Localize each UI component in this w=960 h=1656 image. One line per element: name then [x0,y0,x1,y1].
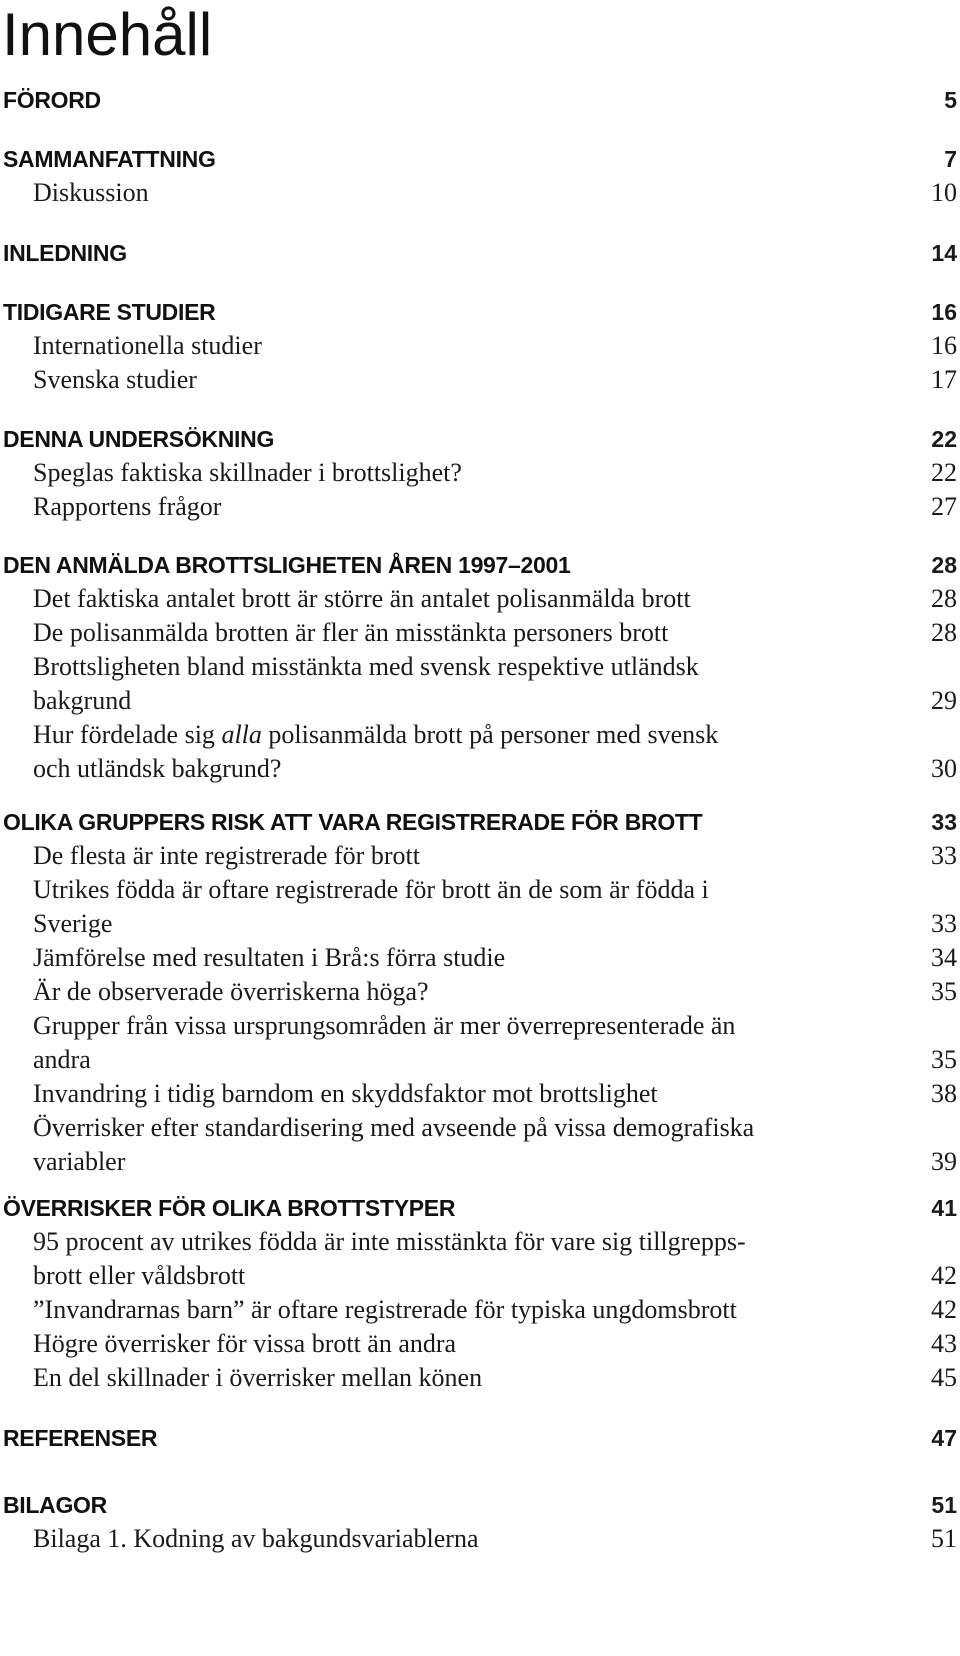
section-title: INLEDNING [3,240,127,266]
section-title: REFERENSER [3,1425,158,1451]
subsection-title: Diskussion [33,178,149,207]
subsection-title: Svenska studier [33,365,197,394]
section-page-number: 28 [931,552,957,578]
section-title: SAMMANFATTNING [3,146,216,172]
subsection-page-number: 29 [931,686,957,715]
subsection-title: och utländsk bakgrund? [33,754,282,783]
subsection-page-number: 51 [931,1524,957,1553]
subsection-title: Rapportens frågor [33,492,222,521]
subsection-page-number: 22 [931,458,957,487]
subsection-title: En del skillnader i överrisker mellan könen [33,1363,483,1392]
subsection-page-number: 27 [931,492,957,521]
section-page-number: 51 [931,1492,957,1518]
subsection-title: De flesta är inte registrerade för brott [33,841,420,870]
section-title: TIDIGARE STUDIER [3,299,216,325]
section-title: DEN ANMÄLDA BROTTSLIGHETEN ÅREN 1997–2001 [3,552,571,578]
subsection-page-number: 16 [931,331,957,360]
subsection-title: Speglas faktiska skillnader i brottslighet? [33,458,462,487]
subsection-page-number: 42 [931,1295,957,1324]
subsection-title: Hur fördelade sig alla polisanmälda brott på personer med svensk [33,720,719,749]
subsection-page-number: 34 [931,943,957,972]
subsection-page-number: 17 [931,365,957,394]
subsection-title: Grupper från vissa ursprungsområden är mer överrepresenterade än [33,1011,736,1040]
subsection-title: Jämförelse med resultaten i Brå:s förra studie [33,943,506,972]
section-title: BILAGOR [3,1492,107,1518]
subsection-title: bakgrund [33,686,132,715]
subsection-page-number: 28 [931,618,957,647]
subsection-page-number: 35 [931,977,957,1006]
section-page-number: 41 [931,1195,957,1221]
section-title: OLIKA GRUPPERS RISK ATT VARA REGISTRERADE FÖR BROTT [3,809,703,835]
subsection-page-number: 45 [931,1363,957,1392]
subsection-title: Internationella studier [33,331,262,360]
subsection-page-number: 38 [931,1079,957,1108]
subsection-title: Bilaga 1. Kodning av bakgundsvariablerna [33,1524,479,1553]
subsection-title: 95 procent av utrikes födda är inte misstänkta för vare sig tillgrepps- [33,1227,746,1256]
section-page-number: 47 [931,1425,957,1451]
section-page-number: 22 [931,426,957,452]
subsection-title: andra [33,1045,91,1074]
subsection-page-number: 30 [931,754,957,783]
subsection-title: Utrikes födda är oftare registrerade för brott än de som är födda i [33,875,709,904]
subsection-page-number: 42 [931,1261,957,1290]
section-page-number: 7 [944,146,957,172]
subsection-title: Invandring i tidig barndom en skyddsfaktor mot brottslighet [33,1079,658,1108]
section-page-number: 5 [944,87,957,113]
subsection-title: De polisanmälda brotten är fler än misstänkta personers brott [33,618,669,647]
subsection-page-number: 28 [931,584,957,613]
subsection-page-number: 33 [931,909,957,938]
subsection-title: Brottsligheten bland misstänkta med svensk respektive utländsk [33,652,699,681]
subsection-page-number: 33 [931,841,957,870]
subsection-page-number: 35 [931,1045,957,1074]
section-title: ÖVERRISKER FÖR OLIKA BROTTSTYPER [3,1195,456,1221]
italic-emphasis: alla [221,720,262,749]
subsection-title: Sverige [33,909,113,938]
subsection-title: variabler [33,1147,126,1176]
subsection-page-number: 39 [931,1147,957,1176]
section-title: DENNA UNDERSÖKNING [3,426,275,452]
section-title: FÖRORD [3,87,101,113]
section-page-number: 16 [931,299,957,325]
subsection-page-number: 43 [931,1329,957,1358]
section-page-number: 14 [931,240,957,266]
subsection-title: brott eller våldsbrott [33,1261,246,1290]
subsection-page-number: 10 [931,178,957,207]
subsection-title: Det faktiska antalet brott är större än antalet polisanmälda brott [33,584,691,613]
subsection-title: Överrisker efter standardisering med avseende på vissa demografiska [33,1113,755,1142]
subsection-title: Högre överrisker för vissa brott än andra [33,1329,457,1358]
subsection-title: ”Invandrarnas barn” är oftare registrerade för typiska ungdomsbrott [33,1295,737,1324]
section-page-number: 33 [931,809,957,835]
subsection-title: Är de observerade överriskerna höga? [33,977,429,1006]
page-title: Innehåll [2,1,213,68]
